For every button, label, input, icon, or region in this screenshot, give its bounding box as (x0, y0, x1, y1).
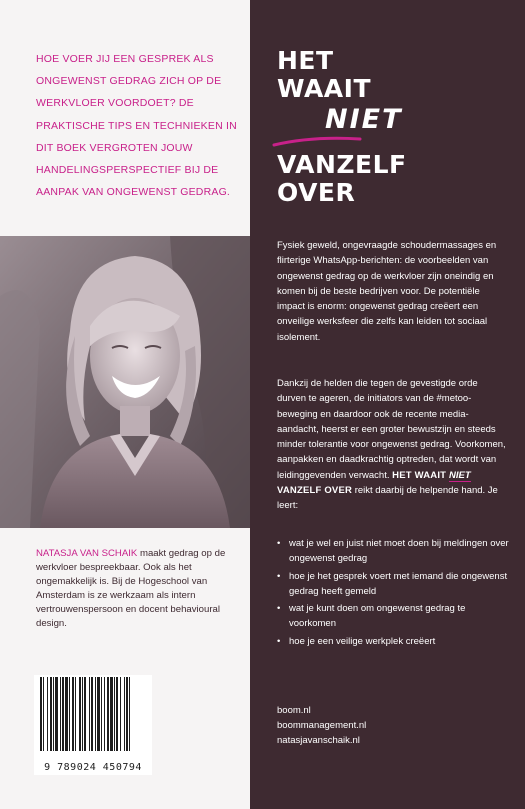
barcode-bar (60, 677, 61, 751)
title-line-4: VANZELF (277, 150, 407, 179)
barcode-bar (116, 677, 118, 751)
barcode-bar (79, 677, 81, 751)
barcode-bar (75, 677, 76, 751)
list-item: • wat je kunt doen om ongewenst gedrag te voorkomen (277, 601, 509, 632)
author-bio (36, 547, 246, 631)
barcode-bar (40, 677, 42, 751)
underline-swoosh (272, 133, 362, 149)
barcode-bar (107, 677, 109, 751)
barcode-bar (101, 677, 102, 751)
title-niet: NIET (325, 104, 403, 135)
barcode-bar (50, 677, 52, 751)
barcode-bar (84, 677, 86, 751)
title-line-1: HET (277, 46, 334, 75)
barcode-bar (47, 677, 48, 751)
barcode-bar (91, 677, 93, 751)
barcode-bar (65, 677, 68, 751)
learning-points-list (277, 536, 509, 651)
barcode-bar (114, 677, 115, 751)
barcode-bar (97, 677, 100, 751)
website-links (277, 703, 366, 748)
barcode-bar (89, 677, 90, 751)
barcode-bar (104, 677, 105, 751)
title-line-5: OVER (277, 178, 356, 207)
barcode-bar (69, 677, 70, 751)
description-paragraph-1: Fysiek geweld, ongevraagde schoudermassages en flirterige WhatsApp-berichten: de voorbeelden van ongewenst gedrag op de werkvloer zijn oneindig en komen bij de beste bedrijven voor. De potentiële impact is enorm: ongewenst gedrag creëert een onveilige werksfeer die zelfs kan leiden tot sociaal isolement. (277, 240, 497, 343)
intro-text: HOE VOER JIJ EEN GESPREK ALS ONGEWENST GEDRAG ZICH OP DE WERKVLOER VOORDOET? DE PRAKTISCHE TIPS EN TECHNIEKEN IN DIT BOEK VERGROTEN JOUW HANDELINGSPERSPECTIEF BIJ DE AANPAK VAN ONGEWENST GEDRAG. (36, 53, 237, 199)
paragraph-2-lead: Dankzij de helden die tegen de gevestigde orde durven te ageren, de initiators van de #metoo-beweging en daardoor ook de recente media-aandacht, heerst er een groter bewustzijn en steeds minder tolerantie voor ongewenst gedrag. Voorkomen, aanpakken en daadkrachtig optreden, dat wordt van leidinggevenden verwacht. (277, 378, 506, 481)
inline-title-part-a: HET WAAIT (392, 469, 450, 481)
author-photo (0, 236, 250, 528)
link-natasjavanschaik[interactable]: natasjavanschaik.nl (277, 735, 360, 746)
inline-title-niet: NIET (449, 469, 471, 481)
barcode (34, 675, 152, 775)
barcode-bar (62, 677, 64, 751)
barcode-bar (53, 677, 54, 751)
barcode-bar (110, 677, 113, 751)
inline-title-part-b: VANZELF OVER (277, 485, 353, 497)
barcode-bars (34, 675, 152, 755)
barcode-bar (82, 677, 83, 751)
description-paragraph-2 (277, 376, 509, 514)
author-name: NATASJA VAN SCHAIK (36, 548, 138, 559)
book-title (277, 47, 407, 207)
barcode-bar (126, 677, 128, 751)
barcode-bar (72, 677, 74, 751)
barcode-bar (43, 677, 44, 751)
link-boommanagement[interactable]: boommanagement.nl (277, 720, 367, 731)
list-item: • hoe je een veilige werkplek creëert (277, 634, 509, 649)
barcode-bar (95, 677, 96, 751)
author-bio-text: maakt gedrag op de werkvloer bespreekbaar. Ook als het ongemakkelijk is. Bij de Hogeschool van Amsterdam is ze werkzaam als intern vertrouwenspersoon en docent behavioural design. (36, 548, 226, 629)
link-boom[interactable]: boom.nl (277, 705, 311, 716)
title-line-2: WAAIT (277, 74, 372, 103)
list-item: • hoe je het gesprek voert met iemand die ongewenst gedrag heeft gemeld (277, 569, 509, 600)
isbn-number: 9 789024 450794 (44, 762, 142, 773)
barcode-bar (124, 677, 125, 751)
paragraph-2-tail: reikt daarbij de helpende hand. Je leert: (277, 485, 498, 512)
barcode-bar (120, 677, 121, 751)
barcode-bar (55, 677, 58, 751)
list-item: • wat je wel en juist niet moet doen bij meldingen over ongewenst gedrag (277, 536, 509, 567)
barcode-bar (129, 677, 130, 751)
